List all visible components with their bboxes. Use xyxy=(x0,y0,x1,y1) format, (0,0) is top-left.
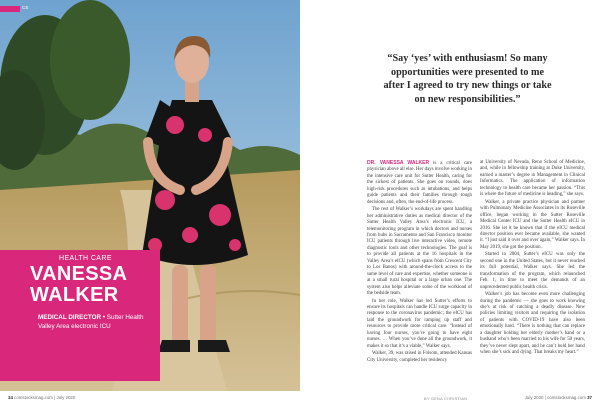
right-page-number: 37 xyxy=(587,395,592,400)
byline: BY GENA CHRISTIAN xyxy=(424,397,468,401)
paragraph: at University of Nevada, Reno School of Medicine, and, while in fellowship training at Duke University, earned a master’s degree in Management in Clinical Informatics. The application of information technology to health care became her passion. “This is where the future of medicine is heading,” she says. xyxy=(480,160,585,198)
paragraph: In her role, Walker has led Sutter’s efforts to ensure its hospitals can handle ICU surge capacity in response to the coronavirus pandemic; the eICU has laid the groundwork for ramping up staff and resources to provide more critical care. “Instead of having four nurses, you’re going to have eight nurses. … When you’ve done all the groundwork, it makes it so that it’s a viable,” Walker says. xyxy=(367,298,472,349)
section-label: HEALTH CARE xyxy=(59,255,112,262)
paragraph: The rest of Walker’s workdays are spent handling her administrative duties as medical director of the Sutter Health Valley Area’s electronic ICU, a telemonitoring program in which doctors and nurses from hubs in Sacramento and San Francisco monitor ICU patients through live interactive video, remote diagnostic tools and other technologies. The goal is to provide all patients at the 16 hospitals in the Valley Area’s eICU (which spans from Crescent City to Los Banos) with around-the-clock access to the same level of care and expertise, whether someone is at a small rural hospital or a large urban one. The system also helps alleviate some of the workload of the bedside team. xyxy=(367,207,472,297)
right-folio-text: July 2020 | comstocksmag.com xyxy=(524,395,586,400)
left-folio xyxy=(8,395,75,400)
lead-name: DR. VANESSA WALKER xyxy=(367,160,430,166)
profile-name-last: WALKER xyxy=(30,284,119,306)
pull-quote: “Say ‘yes’ with enthusiasm! So many opportunities were presented to me after I agreed to try new things or take on new responsibilities.” xyxy=(383,53,552,105)
article-column-2 xyxy=(480,160,585,358)
paragraph: Walker, 39, was raised in Folsom, attended Kansas City University, completed her residency xyxy=(367,351,472,363)
role-org: • Sutter Health Valley Area electronic ICU xyxy=(38,314,144,330)
paragraph: Started in 2004, Sutter’s eICU was only the second one in the United States, but it never reached its full potential, Walker says. She led the transformation of the program, which relaunched Feb. 1, in time to meet the demands of an unprecedented public health crisis. xyxy=(480,252,585,290)
profile-name-first: VANESSA xyxy=(30,263,128,285)
paragraph: Walker’s job has become even more challenging during the pandemic — she goes to work knowing she’s at risk of catching a deadly disease. New policies limiting visitors and requiring the isolation of patients with COVID-19 have also been emotionally hard. “There is nothing that can replace a daughter holding her elderly mother’s hand or a husband who’s been married to his wife for 50 years, they’ve never slept apart, and he can’t hold her hand when she’s sick and dying. That breaks my heart.” xyxy=(480,292,585,356)
paragraph: Walker, a private practice physician and partner with Pulmonary Medicine Associates in its Roseville office, began working in the Sutter Roseville Medical Center ICU and the Sutter Health eICU in 2016. She let it be known that if the eICU medical director position ever became available, she wanted it. “I just said it over and over again,” Walker says. In May 2019, she got the position. xyxy=(480,199,585,250)
article-column-1 xyxy=(367,160,472,365)
name-banner xyxy=(0,250,160,381)
section-tab-marker xyxy=(0,6,20,12)
paragraph xyxy=(367,160,472,206)
role-title: MEDICAL DIRECTOR xyxy=(38,314,102,321)
profile-role xyxy=(38,313,156,331)
left-folio-text: comstocksmag.com | July 2020 xyxy=(14,395,76,400)
right-page xyxy=(300,0,600,401)
right-folio xyxy=(525,395,592,400)
profile-name xyxy=(30,264,156,306)
paragraph-text: is a critical care physician above all else. Her days involve working in the intensive care unit for Sutter Health, caring for the sickest of patients. She goes on rounds, does high-risk procedures such as intubations, and helps guide patients and their families through tough decisions and, often, the end-of-life process. xyxy=(367,161,472,205)
left-page-number: 34 xyxy=(8,395,13,400)
section-tab-label: CE xyxy=(22,5,29,10)
